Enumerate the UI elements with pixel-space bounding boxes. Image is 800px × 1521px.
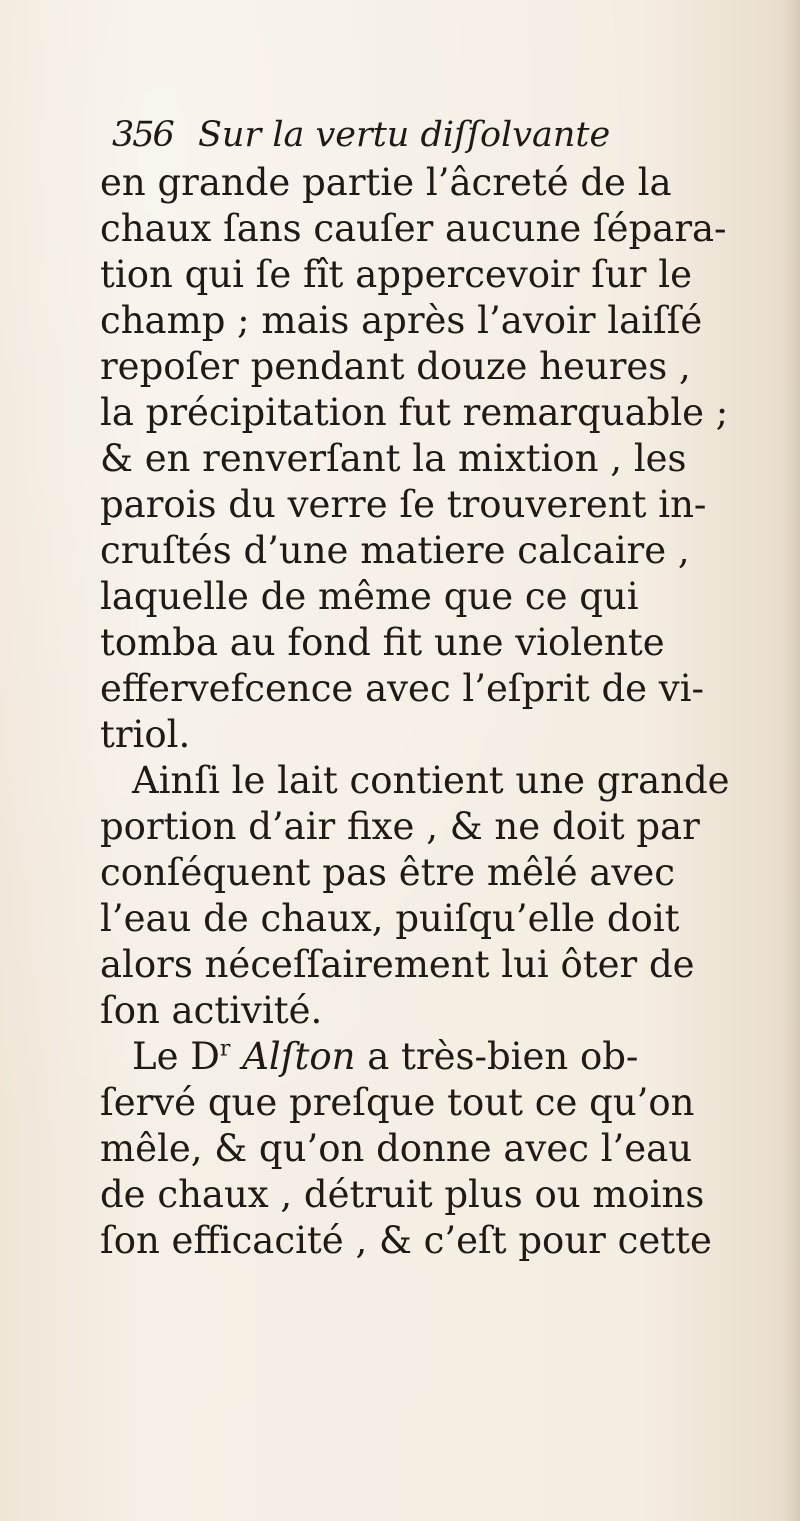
text-line: ſon activité. bbox=[100, 989, 323, 1032]
running-title: Sur la vertu diſſolvante bbox=[197, 115, 611, 155]
text-line: tion qui ſe fît appercevoir ſur le bbox=[100, 253, 692, 296]
text-line: portion d’air fixe , & ne doit par bbox=[100, 805, 700, 848]
text-line: alors néceſſairement lui ôter de bbox=[100, 943, 695, 986]
text-line: conſéquent pas être mêlé avec bbox=[100, 851, 675, 894]
doctor-prefix: Le D bbox=[132, 1035, 220, 1078]
text-line: champ ; mais après l’avoir laiſſé bbox=[100, 299, 703, 342]
text-line: & en renverſant la mixtion , les bbox=[100, 437, 687, 480]
text-line: triol. bbox=[100, 713, 191, 756]
text-line: repoſer pendant douze heures , bbox=[100, 345, 691, 388]
text-line: en grande partie l’âcreté de la bbox=[100, 161, 672, 204]
text-line: ſon efficacité , & c’eſt pour cette bbox=[100, 1219, 712, 1262]
text-line: effervefcence avec l’eſprit de vi- bbox=[100, 667, 705, 710]
doctor-superscript: r bbox=[219, 1036, 231, 1062]
page-number: 356 bbox=[112, 115, 173, 155]
text-line: chaux ſans cauſer aucune ſépara- bbox=[100, 207, 727, 250]
paragraph-start-line bbox=[100, 1034, 796, 1080]
author-name: Alſton bbox=[242, 1035, 356, 1078]
paragraph-start-line: Ainſi le lait contient une grande bbox=[132, 759, 730, 802]
line-continuation: a très-bien ob- bbox=[355, 1035, 639, 1078]
text-line: laquelle de même que ce qui bbox=[100, 575, 639, 618]
text-line: de chaux , détruit plus ou moins bbox=[100, 1173, 705, 1216]
body-text bbox=[100, 160, 796, 1264]
text-line: l’eau de chaux, puiſqu’elle doit bbox=[100, 897, 680, 940]
text-line: la précipitation fut remarquable ; bbox=[100, 391, 729, 434]
text-line: cruſtés d’une matiere calcaire , bbox=[100, 529, 690, 572]
text-line: mêle, & qu’on donne avec l’eau bbox=[100, 1127, 693, 1170]
text-line: parois du verre ſe trouverent in- bbox=[100, 483, 707, 526]
page-header bbox=[112, 112, 732, 158]
text-line: ſervé que preſque tout ce qu’on bbox=[100, 1081, 695, 1124]
text-line: tomba au fond fit une violente bbox=[100, 621, 665, 664]
